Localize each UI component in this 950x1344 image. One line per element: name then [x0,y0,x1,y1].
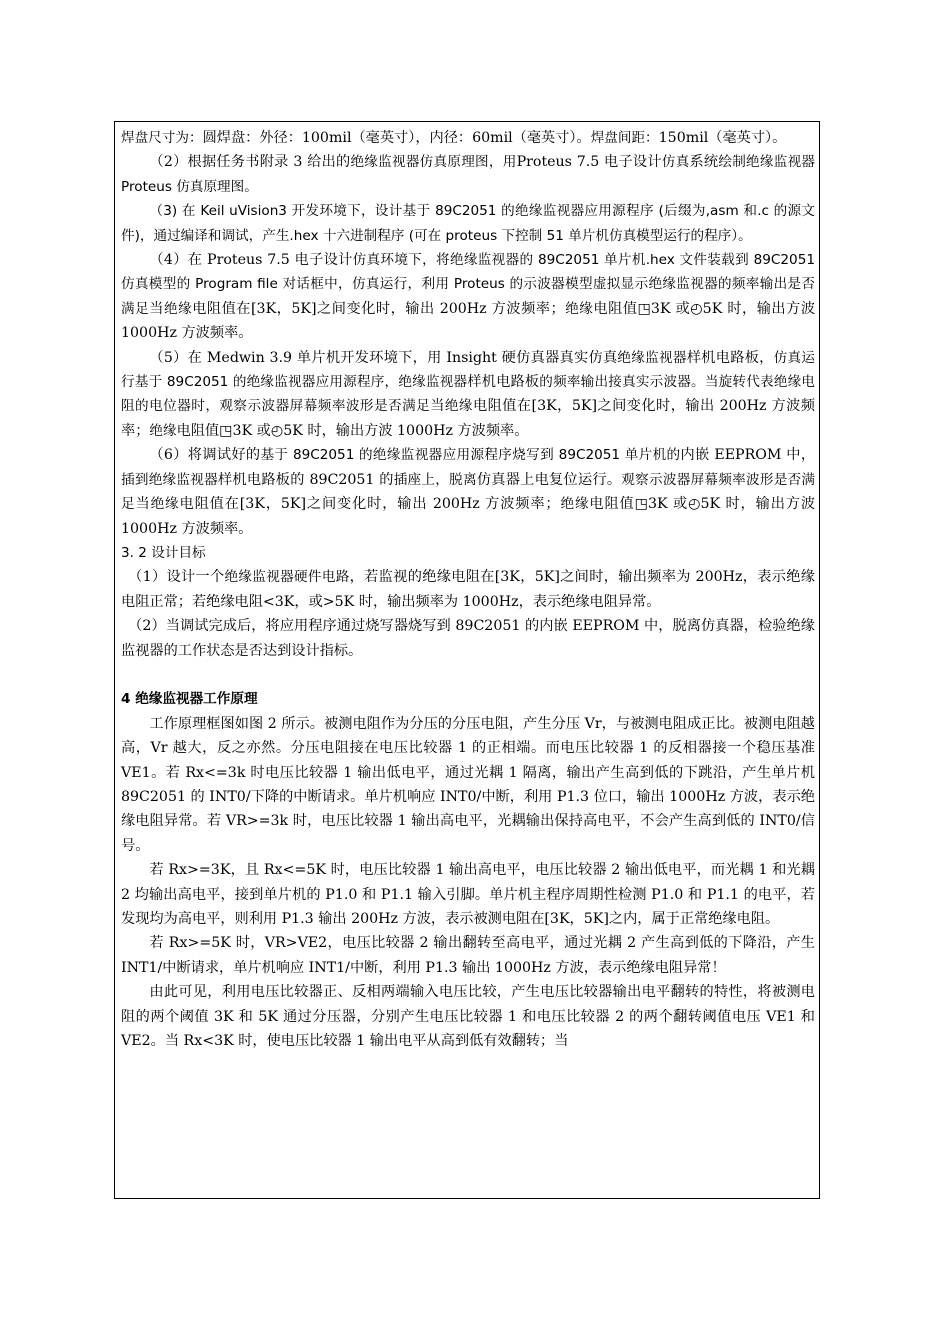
paragraph-principle-4: 由此可见，利用电压比较器正、反相两端输入电压比较，产生电压比较器输出电平翻转的特性，将被测电阻的两个阈值 3K 和 5K 通过分压器，分别产生电压比较器 1 和电压比较器 2 的两个翻转阈值电压 VE1 和 VE2。当 Rx<3K 时，使电压比较器 1 输出电平从高到低有效翻转；当 [121,984,815,1050]
bold-span: 仿真环境下，将绝缘监视器的 89C2051 单片机.hex 文件装载到 89C2051 仿真模型的 Program file 对话框中，仿真运行，利用 Proteus 的示波器模型虚拟显示绝缘监视器的频率输出是否满足 [121,252,815,317]
document-body [121,126,815,1053]
text-span: 当 [135,496,151,513]
bold-span: 观察示波器屏幕频率波形是否满足 [121,471,815,513]
text-span: 电阻值在[3K，5K]之间变化时，输出 200Hz 方波频率； [121,398,815,439]
text-span: 当 [149,300,164,317]
bold-span: 的频率输出接真实示波器。当旋转代表绝缘电阻的电位器时，观察示波器屏幕频率波形是否满足 [121,374,815,415]
text-span: 样机电路板， [686,349,774,366]
text-span: 电阻值◳3K 或◴5K 时，输出方波 1000Hz 方波频率。 [176,422,529,439]
section-heading-3-2: 3. 2 设计目标 [121,544,206,561]
text-span: 当 [430,398,445,415]
bold-span: 仿真运行基于 89C2051 的绝缘监视器应用源程序，绝缘监视器 [121,349,815,391]
paragraph-principle-2: 若 Rx>=3K，且 Rx<=5K 时，电压比较器 1 输出高电平，电压比较器 2 输出低电平，而光耦 1 和光耦 2 均输出高电平，接到单片机的 P1.0 和 P1.1 输入引脚。单片机主程序周期性检测 P1.0 和 P1.1 的电平，若发现均为高电平，则利用 P1.3 输出 200Hz 方波，表示被测电阻在[3K，5K]之内，属于正常绝缘电阻。 [121,862,815,927]
bold-span: 绝缘 [149,422,177,439]
text-span: 电阻值在[3K，5K]之间变化时，输出 200Hz 方波频率； [192,300,565,317]
text-span: 样机电路板 [467,374,540,391]
bold-span: （3) 在 Keil uVision3 开发环境下，设计基于 89C2051 的绝缘监视器应用源程序 (后缀为,asm 和.c 的源文件)，通过编译和调试，产生.hex 十六进制程序 (可在 proteus 下控制 51 单片机仿真模型运行的程序）。 [121,203,815,244]
paragraph-step-3 [121,199,815,248]
text-span: （4）在 Proteus 7.5 电子设计 [149,252,353,269]
bold-span: 绝缘 [163,300,193,317]
paragraph-step-5 [121,346,815,444]
text-span: Proteus 7.5 电子设计 [516,154,662,171]
page-frame [114,121,820,1199]
section-heading-4: 4 绝缘监视器工作原理 [121,691,258,708]
paragraph-goal-2: （2）当调试完成后，将应用程序通过烧写器烧写到 89C2051 的内嵌 EEPROM 中，脱离仿真器，检验绝缘监视器的工作状态是否达到设计指标。 [121,618,815,659]
text-span: 电阻值◳3K 或◴5K 时，输出方波 1000Hz 方波频率。 [121,300,816,342]
text-span: 电阻值◳3K 或◴5K 时，输出方波 1000Hz 方波频率。 [121,496,816,537]
bold-span: 绝缘监视器硬件电路 [224,569,350,586]
text-span: 样机电路板的 89C2051 的 [217,471,394,488]
paragraph-pad-size [121,126,815,150]
text-span: 内嵌 EEPROM 中， [680,447,816,464]
bold-span: 绝缘 [444,398,473,415]
bold-span: 绝缘 [150,496,180,513]
bold-span: 绝缘 [564,300,594,317]
bold-span: 仿真 [661,154,690,171]
text-span: （5）在 Medwin 3.9 单片机开发环境下，用 Insight 硬仿真器真实仿真 [149,349,618,366]
bold-span: 绝缘监视器仿真原理图，用 [350,154,517,171]
bold-span: 插座上，脱离 [393,471,477,488]
paragraph-principle-3: 若 Rx>=5K 时，VR>VE2，电压比较器 2 输出翻转至高电平，通过光耦 2 产生高到低的下降沿，产生 INT1/中断请求，单片机响应 INT1/中断，利用 P1.3 输出 1000Hz 方波，表示绝缘电阻异常！ [121,935,815,976]
label-pad-size: 焊盘尺寸为： [121,130,203,146]
text-span: 150mil（毫英寸）。 [658,130,787,146]
bold-span: 绝缘监视器 [617,349,687,366]
text-span: （1）设计一个 [128,569,225,586]
paragraph-step-2 [121,150,815,199]
bold-span: 绝缘 [559,496,590,513]
bold-span: 绘制绝缘监视器 Proteus 仿真原理图。 [121,154,816,195]
paragraph-step-4 [121,248,815,346]
text-span: 系统 [689,154,719,171]
paragraph-step-6 [121,443,815,541]
text-span: （2）根据任务书附录 3 给出的 [149,154,351,171]
paragraph-principle-1: 工作原理框图如图 2 所示。被测电阻作为分压的分压电阻，产生分压 Vr，与被测电阻成正比。被测电阻越高，Vr 越大，反之亦然。分压电阻接在电压比较器 1 的正相端。而电压比较器 1 的反相器接一个稳压基准 VE1。若 Rx<=3k 时电压比较器 1 输出低电平，通过光耦 1 隔离，输出产生高到低的下跳沿，产生单片机 89C2051 的 INT0/下降的中断请求。单片机响应 INT0/中断，利用 P1.3 位口，输出 1000Hz 方波，表示绝缘电阻异常。若 VR>=3k 时，电压比较器 1 输出高电平，光耦输出保持高电平，不会产生高到低的 INT0/信号。 [121,715,815,854]
text-span: 电阻值在[3K，5K]之间变化时，输出 200Hz 方波频率； [179,496,560,513]
paragraph-goal-1 [121,565,815,614]
bold-span: 基于 89C2051 的绝缘监视器应用源程序烧写到 89C2051 单片机的 [260,447,681,464]
text-span: （6）将调试好的 [149,447,261,464]
label-pad-spacing: 焊盘间距： [590,130,659,146]
text-span: 仿真器上电复位运行。 [476,471,622,488]
text-span: 圆焊盘：外径：100mil（毫英寸），内径：60mil（毫英寸）。 [202,130,591,146]
text-span: ，若监视的绝缘电阻在[3K，5K]之间时，输出频率为 200Hz，表示绝缘电阻正常；若绝缘电阻<3K，或>5K 时，输出频率为 1000Hz，表示绝缘电阻异常。 [121,569,815,610]
bold-span: 插到绝缘监视器 [121,471,218,488]
blank-line [121,663,815,687]
